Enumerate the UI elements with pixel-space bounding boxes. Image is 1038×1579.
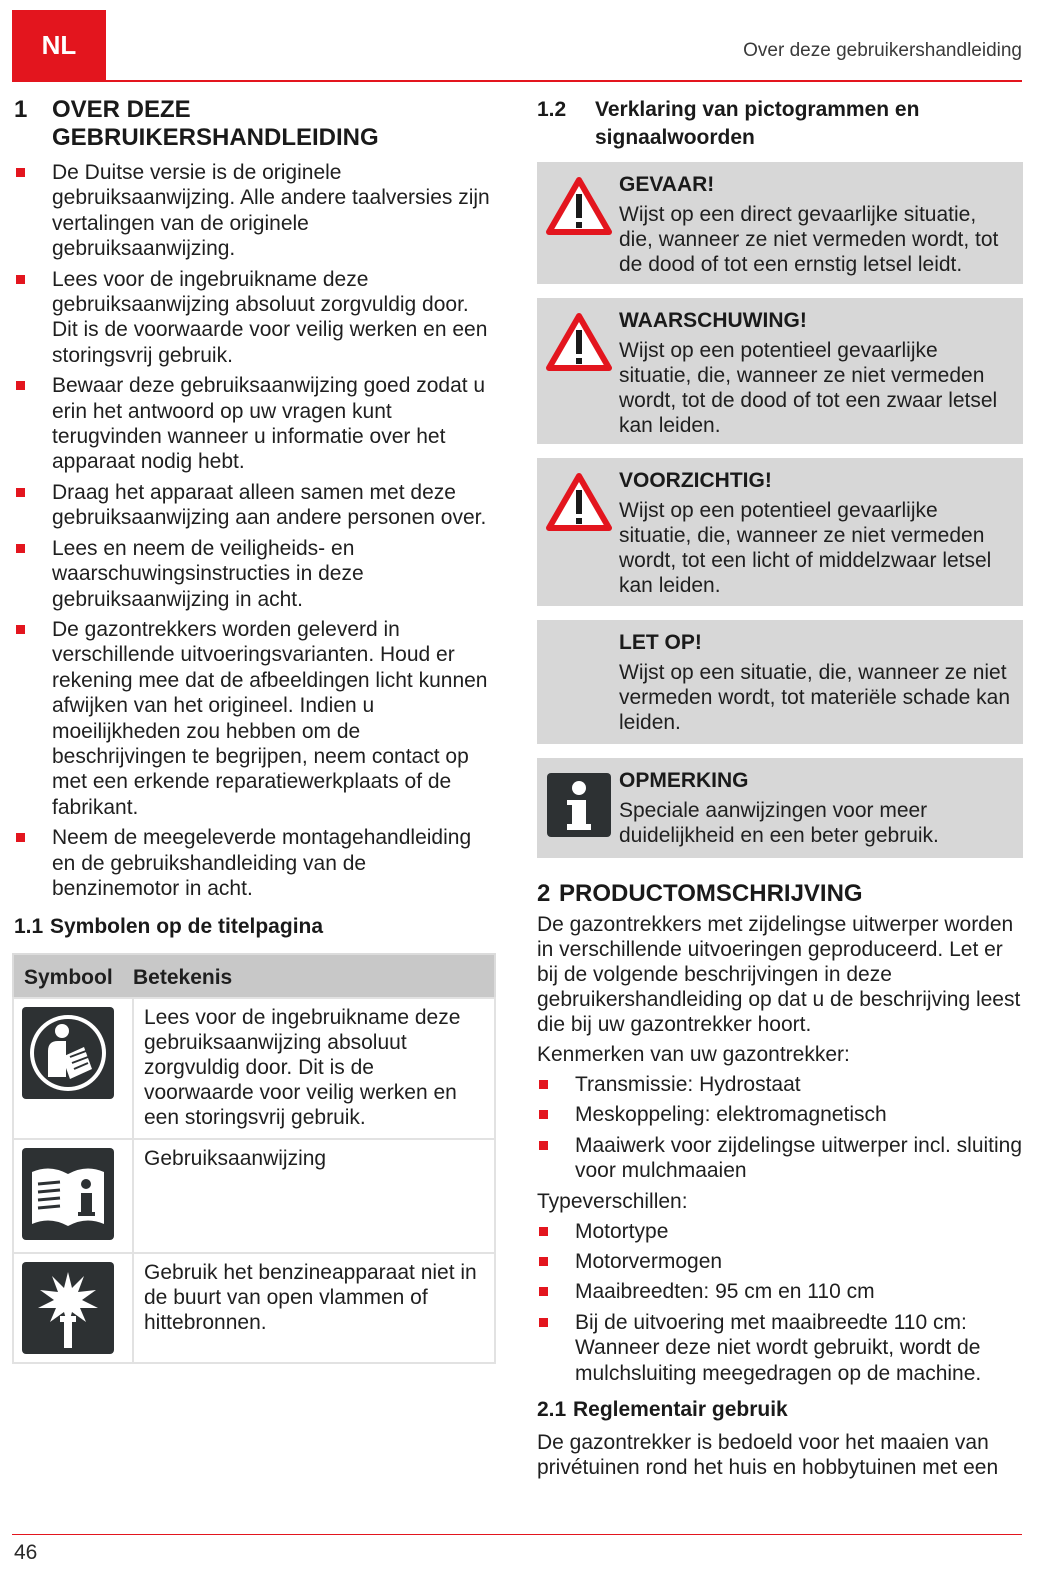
- list-item: Lees en neem de veiligheids- en waarschuwingsinstructies in deze gebruiksaanwijzing in acht.: [14, 536, 496, 612]
- list-item: Bij de uitvoering met maaibreedte 110 cm: Wanneer deze niet wordt gebruikt, wordt de mulchsluiting meegedragen op de machine.: [537, 1310, 1023, 1386]
- section-1-1-heading: [14, 913, 496, 941]
- section-2-title: PRODUCTOMSCHRIJVING: [559, 880, 863, 907]
- section-2-1-heading: [537, 1396, 1023, 1424]
- list-item: Maaibreedten: 95 cm en 110 cm: [537, 1279, 1023, 1304]
- page-number: 46: [14, 1541, 38, 1564]
- manual-info-icon: [22, 1148, 114, 1240]
- info-icon: [546, 772, 612, 838]
- list-item: Neem de meegeleverde montagehandleiding en de gebruikshandleiding van de benzinemotor in acht.: [14, 825, 496, 901]
- warning-triangle-icon: [546, 312, 612, 372]
- section-2-1-title: Reglementair gebruik: [573, 1398, 788, 1422]
- notice-text: Wijst op een potentieel gevaarlijke situatie, die, wanneer ze niet vermeden wordt, tot een licht of middelzwaar letsel kan leiden.: [619, 499, 992, 597]
- section-1-1-number: 1.1: [14, 915, 44, 939]
- notice-attention: [537, 620, 1023, 744]
- notice-title: GEVAAR!: [619, 173, 715, 196]
- features-list: [537, 1072, 1023, 1184]
- symbol-meaning-text: Gebruiksaanwijzing: [133, 1139, 495, 1253]
- section-1-2-title-line2: signaalwoorden: [595, 126, 755, 149]
- section-2-intro: De gazontrekkers met zijdelingse uitwerper worden in verschillende uitvoeringen geproduceerd. Let er bij de volgende beschrijvingen in deze gebruikershandleiding op dat u de beschrijving leest die bij uw gazontrekker hoort.: [537, 913, 1021, 1036]
- symbol-meaning-text: Lees voor de ingebruikname deze gebruiksaanwijzing absoluut zorgvuldig door. Dit is de voorwaarde voor veilig werken en een storingsvrij gebruik.: [133, 998, 495, 1139]
- left-column: [14, 96, 496, 1364]
- notice-title: VOORZICHTIG!: [619, 469, 772, 492]
- section-1-2-number: 1.2: [537, 98, 567, 121]
- section-1-title-line2: GEBRUIKERSHANDLEIDING: [52, 124, 379, 151]
- symbol-table: [12, 953, 496, 1364]
- no-open-flame-icon: [22, 1262, 114, 1354]
- notice-title: OPMERKING: [619, 769, 749, 792]
- list-item: De gazontrekkers worden geleverd in verschillende uitvoeringsvarianten. Houd er rekening mee dat de afbeeldingen licht kunnen afwijken van het origineel. Indien u moeilijkheden zou hebben om de beschrijvingen te begrijpen, neem contact op met een erkende reparatiewerkplaats of de fabrikant.: [14, 617, 496, 820]
- list-item: Maaiwerk voor zijdelingse uitwerper incl. sluiting voor mulchmaaien: [537, 1133, 1023, 1184]
- section-2-heading: [537, 880, 1023, 908]
- notice-text: Speciale aanwijzingen voor meer duidelijkheid en een beter gebruik.: [619, 799, 939, 847]
- list-item: Bewaar deze gebruiksaanwijzing goed zodat u erin het antwoord op uw vragen kunt terugvinden wanneer u informatie over het apparaat nodig hebt.: [14, 373, 496, 475]
- section-1-title-line1: OVER DEZE: [52, 96, 191, 123]
- list-item: Lees voor de ingebruikname deze gebruiksaanwijzing absoluut zorgvuldig door. Dit is de voorwaarde voor veilig werken en een storingsvrij gebruik.: [14, 267, 496, 369]
- table-header-row: [13, 954, 495, 998]
- right-column: [537, 96, 1023, 1480]
- table-row: [13, 998, 495, 1139]
- types-label: Typeverschillen:: [537, 1189, 688, 1213]
- section-1-bullet-list: [14, 160, 496, 901]
- section-1-number: 1: [14, 96, 28, 123]
- section-1-2-title-line1: Verklaring van pictogrammen en: [595, 98, 920, 121]
- notice-text: Wijst op een potentieel gevaarlijke situatie, die, wanneer ze niet vermeden wordt, tot de dood of tot een zwaar letsel kan leiden.: [619, 339, 998, 437]
- list-item: Meskoppeling: elektromagnetisch: [537, 1102, 1023, 1127]
- section-1-2-heading: [537, 96, 1023, 152]
- warning-triangle-icon: [546, 176, 612, 236]
- list-item: Motortype: [537, 1219, 1023, 1244]
- notice-note: [537, 758, 1023, 858]
- list-item: De Duitse versie is de originele gebruiksaanwijzing. Alle andere taalversies zijn vertalingen van de originele gebruiksaanwijzing.: [14, 160, 496, 262]
- notice-title: WAARSCHUWING!: [619, 309, 807, 332]
- notice-text: Wijst op een situatie, die, wanneer ze niet vermeden wordt, tot materiële schade kan leiden.: [619, 661, 1011, 734]
- notice-caution: [537, 458, 1023, 606]
- section-2-1-text: De gazontrekker is bedoeld voor het maaien van privétuinen rond het huis en hobbytuinen met een: [537, 1431, 999, 1480]
- section-1-heading: [14, 96, 496, 152]
- list-item: Motorvermogen: [537, 1249, 1023, 1274]
- section-2-number: 2: [537, 880, 551, 907]
- table-row: [13, 1139, 495, 1253]
- read-manual-icon: [22, 1007, 114, 1099]
- types-list: [537, 1219, 1023, 1386]
- features-label: Kenmerken van uw gazontrekker:: [537, 1043, 850, 1066]
- section-2-1-number: 2.1: [537, 1398, 567, 1422]
- header-rule: [12, 80, 1022, 82]
- notice-title: LET OP!: [619, 631, 702, 654]
- list-item: Draag het apparaat alleen samen met deze gebruiksaanwijzing aan andere personen over.: [14, 480, 496, 531]
- language-code: NL: [41, 29, 77, 60]
- section-1-1-title: Symbolen op de titelpagina: [50, 915, 324, 939]
- list-item: Transmissie: Hydrostaat: [537, 1072, 1023, 1097]
- notice-text: Wijst op een direct gevaarlijke situatie, die, wanneer ze niet vermeden wordt, tot de dood of tot een ernstig letsel leidt.: [619, 203, 999, 276]
- notice-warning: [537, 298, 1023, 444]
- table-row: [13, 1253, 495, 1363]
- notice-danger: [537, 162, 1023, 284]
- running-header-title: Over deze gebruikershandleiding: [743, 40, 1022, 61]
- column-header-meaning: Betekenis: [133, 954, 495, 998]
- language-tab: [12, 10, 106, 80]
- symbol-meaning-text: Gebruik het benzineapparaat niet in de buurt van open vlammen of hittebronnen.: [133, 1253, 495, 1363]
- notice-list: [537, 162, 1023, 858]
- warning-triangle-icon: [546, 472, 612, 532]
- footer-rule: [12, 1534, 1022, 1535]
- column-header-symbol: Symbool: [13, 954, 133, 998]
